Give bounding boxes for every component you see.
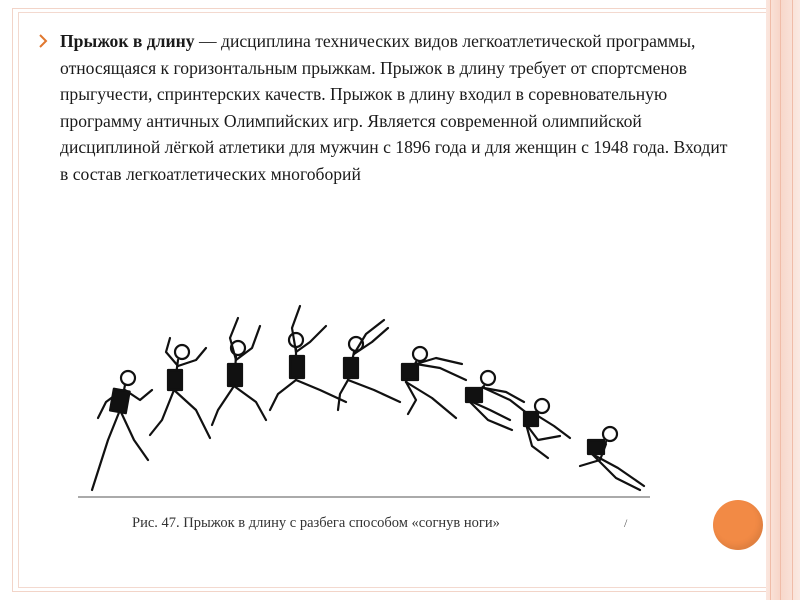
bullet-icon — [38, 34, 48, 48]
decorative-band — [766, 0, 800, 600]
paragraph-term: Прыжок в длину — [60, 31, 195, 51]
jumper-figure-1 — [92, 371, 152, 490]
jumper-figure-9 — [580, 427, 644, 490]
figure-caption: Рис. 47. Прыжок в длину с разбега способом «согнув ноги» — [132, 515, 500, 531]
decorative-circle — [713, 500, 763, 550]
jumper-figure-8 — [524, 399, 570, 458]
long-jump-illustration — [70, 290, 650, 550]
jumper-figure-5 — [338, 320, 400, 410]
jumper-figure-2 — [150, 338, 210, 438]
paragraph-body: — дисциплина технических видов легкоатлетической программы, относящаяся к горизонтальным прыжкам. Прыжок в длину требует от спортсменов прыгучести, спринтерских качеств. Прыжок в длину входил в соревновательную программу античных Олимпийских игр. Является современной олимпийской дисциплиной лёгкой атлетики для мужчин с 1896 года и для женщин с 1948 года. Входит в состав легкоатлетических многоборий — [60, 31, 728, 184]
paragraph-text — [60, 28, 738, 187]
jumper-figure-3 — [212, 318, 266, 425]
jumper-figure-7 — [466, 371, 528, 430]
jumper-figure-6 — [402, 347, 466, 418]
figure-mark: / — [624, 516, 628, 530]
main-paragraph — [38, 28, 738, 187]
jumper-figure-4 — [270, 306, 346, 410]
